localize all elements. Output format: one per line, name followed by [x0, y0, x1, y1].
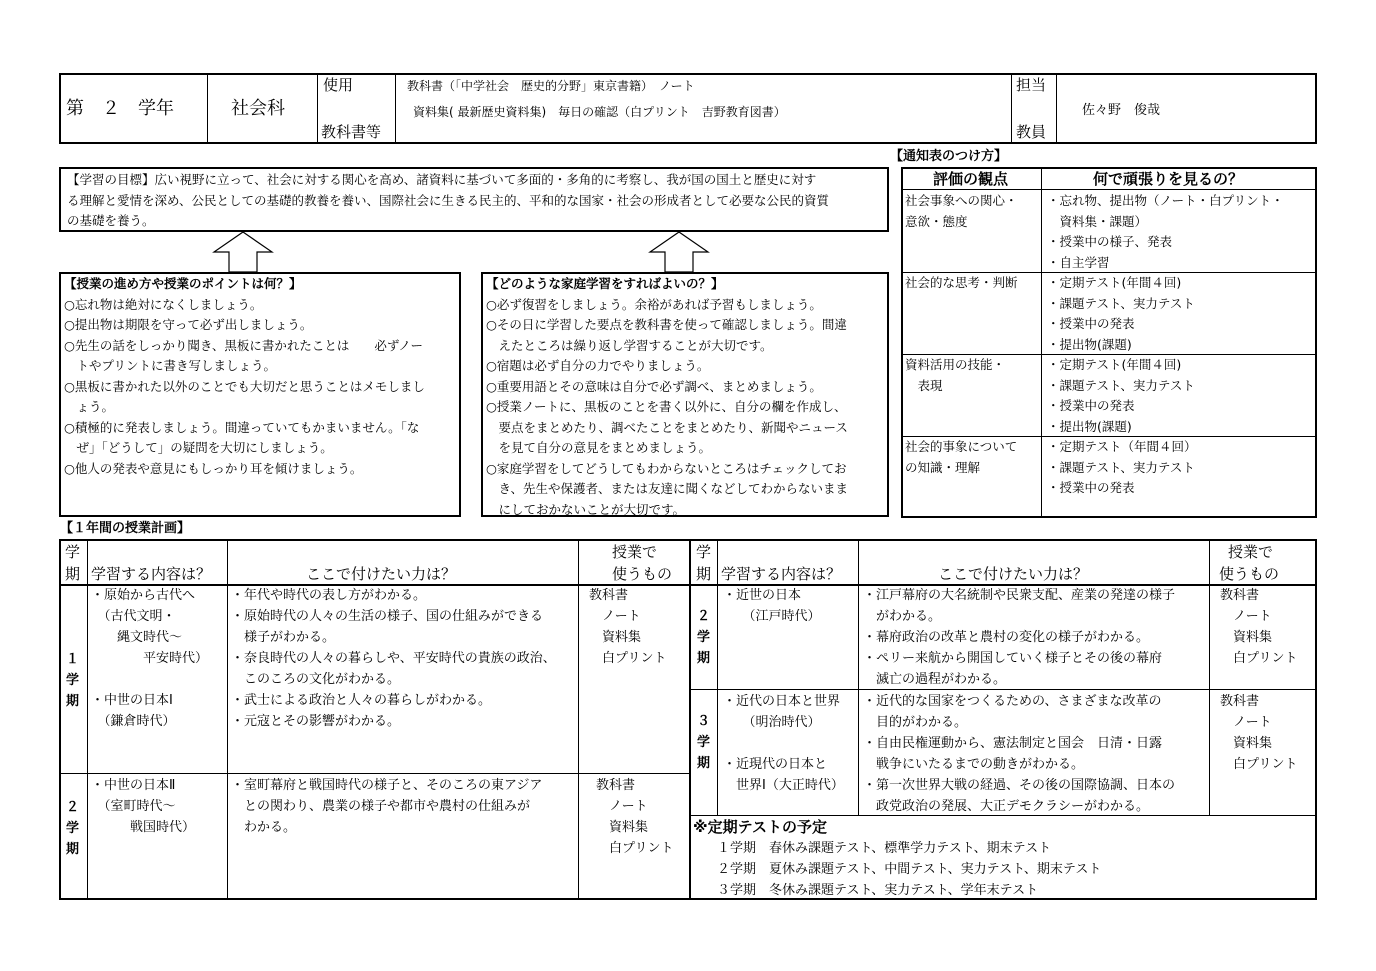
plan-term-label: ２ 学 期	[697, 609, 711, 666]
evaluation-aspect: 社会的な思考・判断	[905, 275, 1018, 290]
home-study-line: えたところは繰り返し学習することが大切です。	[486, 337, 773, 353]
plan-ability: ・近代的な国家をつくるための、さまざまな改革の 目的がわかる。 ・自由民権運動から、憲法制定と国会 日清・日露 戦争にいたるまでの動きがわかる。 ・第一次世界大戦の経過、その後の国際協調、日本の 政党政治の発展、大正デモクラシーがわかる。	[863, 694, 1176, 814]
plan-term-label: ２ 学 期	[66, 800, 80, 857]
home-study-line: を見て自分の意見をまとめましょう。	[486, 440, 712, 455]
plan-header-materials-top: 授業で	[1228, 543, 1274, 561]
plan-materials: 教科書 ノート 資料集 白プリント	[1220, 588, 1298, 666]
tests-title: ※定期テストの予定	[693, 818, 827, 836]
class-point-line: ぜ」「どうして」の疑問を大切にしましょう。	[64, 440, 333, 455]
tests-line: １学期 春休み課題テスト、標準学力テスト、期末テスト	[717, 841, 1052, 856]
evaluation-col2-header: 何で頑張りを見るの？	[1093, 170, 1244, 188]
tests-line: ３学期 冬休み課題テスト、実力テスト、学年末テスト	[717, 883, 1039, 898]
plan-term-label: ３ 学 期	[697, 714, 711, 771]
evaluation-section-title: 【通知表のつけ方】	[890, 149, 1008, 164]
plan-header-ability: ここで付けたい力は？	[938, 565, 1089, 583]
goal-line: る理解と愛情を深め、公民としての基礎的教養を養い、国際社会に生きる民主的、平和的な国家・社会の形成者として必要な公民的資質	[67, 192, 830, 208]
home-study-line: ○その日に学習した要点を教科書を使って確認しましょう。間違	[486, 317, 847, 332]
plan-content: ・近世の日本 （江戸時代）	[723, 588, 821, 624]
evaluation-items: ・忘れ物、提出物（ノート・白プリント・ 資料集・課題） ・授業中の様子、発表 ・自主学習	[1047, 193, 1284, 270]
textbook-label-bottom: 教科書等	[321, 123, 382, 141]
class-point-line: トやプリントに書き写しましょう。	[64, 358, 277, 373]
home-study-line: ○宿題は必ず自分の力でやりましょう。	[486, 358, 710, 373]
class-point-line: ○提出物は期限を守って必ず出しましょう。	[64, 317, 313, 332]
home-study-line: にしておかないことが大切です。	[486, 501, 686, 517]
goal-line: の基礎を養う。	[67, 213, 155, 228]
home-study-line: き、先生や保護者、または友達に聞くなどしてわからないまま	[486, 481, 849, 496]
plan-ability: ・江戸幕府の大名統制や民衆支配、産業の発達の様子 がわかる。 ・幕府政治の改革と農村の変化の様子がわかる。 ・ペリー来航から開国していく様子とその後の幕府 滅亡の過程がわかる。	[863, 588, 1176, 687]
textbook-label-top: 使用	[323, 76, 354, 94]
evaluation-items: ・定期テスト（年間４回） ・課題テスト、実力テスト ・授業中の発表	[1047, 439, 1197, 495]
plan-ability: ・年代や時代の表し方がわかる。 ・原始時代の人々の生活の様子、国の仕組みができる 様子がわかる。 ・奈良時代の人々の暮らしや、平安時代の貴族の政治、 このころの文化がわかる。 ・武士による政治と人々の暮らしがわかる。 ・元寇とその影響がわかる。	[231, 588, 556, 729]
class-point-line: ○積極的に発表しましょう。間違っていてもかまいません。「な	[64, 419, 420, 435]
up-arrow-icon	[648, 231, 710, 273]
evaluation-items: ・定期テスト(年間４回) ・課題テスト、実力テスト ・授業中の発表 ・提出物(課題)	[1047, 275, 1195, 352]
subject-label: 社会科	[231, 98, 285, 119]
class-point-line: ○他人の発表や意見にもしっかり耳を傾けましょう。	[64, 460, 363, 476]
tests-list	[717, 838, 1101, 901]
evaluation-aspect: 資料活用の技能・ 表現	[905, 357, 1006, 393]
class-points-box	[59, 272, 461, 517]
home-study-title: 【どのような家庭学習をすればよいの？】	[486, 276, 724, 291]
plan-header-term-bottom: 期	[696, 565, 712, 583]
grade-label: 第 ２ 学年	[66, 98, 174, 119]
class-point-line: ○黒板に書かれた以外のことでも大切だと思うことはメモしまし	[64, 378, 425, 394]
goal-line: 【学習の目標】広い視野に立って、社会に対する関心を高め、諸資料に基づいて多面的・多角的に考察し、我が国の国土と歴史に対す	[67, 172, 817, 187]
plan-header-materials-bottom: 使うもの	[1219, 565, 1280, 583]
plan-section-title: 【１年間の授業計画】	[60, 521, 191, 536]
plan-content: ・原始から古代へ （古代文明・ 縄文時代～ 平安時代） ・中世の日本Ⅰ （鎌倉時代）	[91, 588, 209, 729]
plan-header-content: 学習する内容は？	[91, 565, 212, 583]
plan-header-content: 学習する内容は？	[721, 565, 842, 583]
class-points-title: 【授業の進め方や授業のポイントは何？】	[64, 276, 302, 291]
evaluation-aspect: 社会的事象について の知識・理解	[905, 439, 1018, 475]
home-study-box	[481, 272, 889, 517]
evaluation-col1-header: 評価の観点	[933, 170, 1009, 188]
home-study-line: ○授業ノートに、黒板のことを書く以外に、自分の欄を作成し、	[486, 399, 847, 414]
plan-header-term-bottom: 期	[65, 565, 81, 583]
teacher-label-top: 担当	[1016, 76, 1047, 94]
teacher-name: 佐々野 俊哉	[1082, 103, 1161, 118]
up-arrow-icon	[212, 231, 274, 273]
class-point-line: ょう。	[64, 399, 115, 414]
textbook-line-2: 資料集( 最新歴史資料集) 毎日の確認（白プリント 吉野教育図書）	[413, 105, 786, 119]
class-point-line: ○忘れ物は絶対になくしましょう。	[64, 296, 263, 312]
teacher-label-bottom: 教員	[1016, 123, 1047, 141]
home-study-line: ○重要用語とその意味は自分で必ず調べ、まとめましょう。	[486, 378, 822, 394]
plan-header-materials-top: 授業で	[612, 543, 658, 561]
tests-line: ２学期 夏休み課題テスト、中間テスト、実力テスト、期末テスト	[717, 862, 1102, 877]
goal-box	[59, 167, 889, 232]
plan-term-label: １ 学 期	[66, 652, 80, 709]
home-study-line: ○家庭学習をしてどうしてもわからないところはチェックしてお	[486, 460, 847, 476]
home-study-line: 要点をまとめたり、調べたことをまとめたり、新聞やニュース	[486, 419, 848, 435]
plan-header-term-top: 学	[65, 543, 81, 561]
plan-materials: 教科書 ノート 資料集 白プリント	[596, 778, 674, 856]
plan-materials: 教科書 ノート 資料集 白プリント	[589, 588, 667, 666]
plan-header-ability: ここで付けたい力は？	[306, 565, 457, 583]
plan-content: ・中世の日本Ⅱ （室町時代～ 戦国時代）	[91, 778, 196, 835]
evaluation-aspect: 社会事象への関心・ 意欲・態度	[905, 193, 1018, 229]
home-study-line: ○必ず復習をしましょう。余裕があれば予習もしましょう。	[486, 296, 822, 312]
plan-header-materials-bottom: 使うもの	[612, 565, 673, 583]
class-point-line: ○先生の話をしっかり聞き、黒板に書かれたことは 必ずノー	[64, 337, 424, 353]
textbook-line-1: 教科書（「中学社会 歴史的分野」東京書籍） ノート	[407, 79, 695, 93]
plan-materials: 教科書 ノート 資料集 白プリント	[1220, 694, 1298, 772]
evaluation-items: ・定期テスト(年間４回) ・課題テスト、実力テスト ・授業中の発表 ・提出物(課題)	[1047, 357, 1195, 434]
plan-header-term-top: 学	[696, 543, 712, 561]
plan-content: ・近代の日本と世界 （明治時代） ・近現代の日本と 世界Ⅰ（大正時代）	[723, 694, 844, 793]
plan-ability: ・室町幕府と戦国時代の様子と、そのころの東アジア との関わり、農業の様子や都市や農村の仕組みが わかる。	[231, 778, 543, 835]
